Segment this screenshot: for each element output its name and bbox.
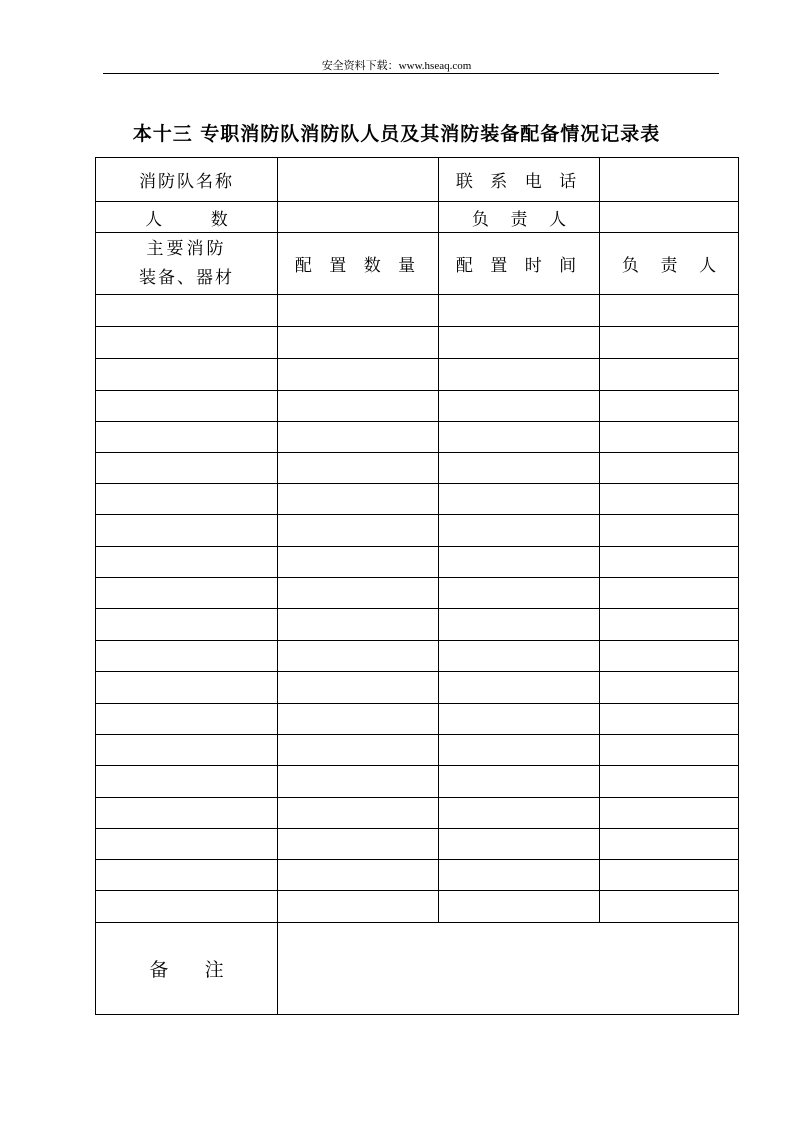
table-cell[interactable] xyxy=(600,829,739,860)
equipment-header xyxy=(96,233,278,295)
table-cell[interactable] xyxy=(278,295,439,327)
remarks-label: 备 注 xyxy=(96,923,278,1015)
table-cell[interactable] xyxy=(96,453,278,484)
time-header: 配 置 时 间 xyxy=(439,233,600,295)
table-cell[interactable] xyxy=(600,547,739,578)
table-cell[interactable] xyxy=(278,327,439,359)
team-name-cell[interactable] xyxy=(278,158,439,202)
table-row xyxy=(96,391,739,422)
table-cell[interactable] xyxy=(600,391,739,422)
table-row xyxy=(96,735,739,766)
table-cell[interactable] xyxy=(600,798,739,829)
table-cell[interactable] xyxy=(439,609,600,641)
table-row xyxy=(96,641,739,672)
table-cell[interactable] xyxy=(439,484,600,515)
table-cell[interactable] xyxy=(96,359,278,391)
table-cell[interactable] xyxy=(96,609,278,641)
table-cell[interactable] xyxy=(278,547,439,578)
table-cell[interactable] xyxy=(439,860,600,891)
table-cell[interactable] xyxy=(96,735,278,766)
table-row xyxy=(96,484,739,515)
person-in-charge-cell[interactable] xyxy=(600,202,739,233)
table-cell[interactable] xyxy=(439,453,600,484)
table-cell[interactable] xyxy=(600,860,739,891)
table-cell[interactable] xyxy=(439,704,600,735)
table-cell[interactable] xyxy=(96,327,278,359)
table-cell[interactable] xyxy=(96,641,278,672)
table-row xyxy=(96,422,739,453)
table-cell[interactable] xyxy=(278,735,439,766)
table-cell[interactable] xyxy=(278,766,439,798)
table-cell[interactable] xyxy=(278,609,439,641)
table-cell[interactable] xyxy=(439,515,600,547)
table-cell[interactable] xyxy=(439,359,600,391)
table-cell[interactable] xyxy=(439,672,600,704)
table-cell[interactable] xyxy=(439,547,600,578)
remarks-cell[interactable] xyxy=(278,923,739,1015)
table-cell[interactable] xyxy=(600,453,739,484)
table-cell[interactable] xyxy=(439,578,600,609)
table-cell[interactable] xyxy=(278,359,439,391)
table-row xyxy=(96,672,739,704)
table-cell[interactable] xyxy=(600,578,739,609)
table-cell[interactable] xyxy=(96,704,278,735)
table-cell[interactable] xyxy=(96,547,278,578)
table-cell[interactable] xyxy=(439,891,600,923)
table-cell[interactable] xyxy=(278,391,439,422)
phone-cell[interactable] xyxy=(600,158,739,202)
document-title: 本十三 专职消防队消防队人员及其消防装备配备情况记录表 xyxy=(132,123,661,145)
table-row xyxy=(96,798,739,829)
table-row xyxy=(96,295,739,327)
table-cell[interactable] xyxy=(278,704,439,735)
table-cell[interactable] xyxy=(439,829,600,860)
table-cell[interactable] xyxy=(439,327,600,359)
table-cell[interactable] xyxy=(278,829,439,860)
table-row xyxy=(96,453,739,484)
table-cell[interactable] xyxy=(96,515,278,547)
remarks-row xyxy=(96,923,739,1015)
table-cell[interactable] xyxy=(600,891,739,923)
table-cell[interactable] xyxy=(600,515,739,547)
table-cell[interactable] xyxy=(600,327,739,359)
headcount-label: 人 数 xyxy=(96,202,278,233)
table-cell[interactable] xyxy=(96,422,278,453)
table-row xyxy=(96,766,739,798)
header-rule xyxy=(103,73,719,74)
table-cell[interactable] xyxy=(96,829,278,860)
column-header-row xyxy=(96,233,739,295)
table-cell[interactable] xyxy=(96,766,278,798)
table-cell[interactable] xyxy=(278,860,439,891)
table-row xyxy=(96,578,739,609)
team-count-row xyxy=(96,202,739,233)
table-cell[interactable] xyxy=(600,609,739,641)
table-row xyxy=(96,547,739,578)
team-name-label: 消防队名称 xyxy=(96,158,278,202)
table-cell[interactable] xyxy=(439,422,600,453)
table-row xyxy=(96,829,739,860)
table-row xyxy=(96,609,739,641)
headcount-cell[interactable] xyxy=(278,202,439,233)
table-cell[interactable] xyxy=(600,484,739,515)
table-cell[interactable] xyxy=(600,295,739,327)
page-header: 安全资料下载：www.hseaq.com xyxy=(321,60,472,72)
table-cell[interactable] xyxy=(439,295,600,327)
quantity-header: 配 置 数 量 xyxy=(278,233,439,295)
table-cell[interactable] xyxy=(96,295,278,327)
table-cell[interactable] xyxy=(439,641,600,672)
team-info-row xyxy=(96,158,739,202)
table-row xyxy=(96,515,739,547)
table-cell[interactable] xyxy=(96,798,278,829)
table-row xyxy=(96,327,739,359)
table-row xyxy=(96,860,739,891)
table-cell[interactable] xyxy=(439,735,600,766)
person-in-charge-label: 负 责 人 xyxy=(439,202,600,233)
equipment-header-line2: 装备、器材 xyxy=(139,267,234,288)
table-row xyxy=(96,359,739,391)
table-cell[interactable] xyxy=(278,453,439,484)
table-cell[interactable] xyxy=(278,578,439,609)
table-cell[interactable] xyxy=(439,798,600,829)
responsible-header: 负 责 人 xyxy=(600,233,739,295)
table-cell[interactable] xyxy=(96,891,278,923)
table-cell[interactable] xyxy=(600,766,739,798)
table-cell[interactable] xyxy=(96,484,278,515)
table-cell[interactable] xyxy=(600,704,739,735)
table-cell[interactable] xyxy=(278,891,439,923)
table-cell[interactable] xyxy=(96,860,278,891)
table-cell[interactable] xyxy=(96,578,278,609)
record-table xyxy=(95,157,739,1015)
table-row xyxy=(96,891,739,923)
table-cell[interactable] xyxy=(600,735,739,766)
table-cell[interactable] xyxy=(278,484,439,515)
table-cell[interactable] xyxy=(278,422,439,453)
table-cell[interactable] xyxy=(439,391,600,422)
table-cell[interactable] xyxy=(278,672,439,704)
table-cell[interactable] xyxy=(278,641,439,672)
table-cell[interactable] xyxy=(278,798,439,829)
table-cell[interactable] xyxy=(600,422,739,453)
table-cell[interactable] xyxy=(439,766,600,798)
table-cell[interactable] xyxy=(600,359,739,391)
phone-label: 联 系 电 话 xyxy=(439,158,600,202)
table-row xyxy=(96,704,739,735)
table-cell[interactable] xyxy=(600,672,739,704)
table-cell[interactable] xyxy=(96,391,278,422)
table-cell[interactable] xyxy=(600,641,739,672)
table-cell[interactable] xyxy=(96,672,278,704)
table-cell[interactable] xyxy=(278,515,439,547)
equipment-header-line1: 主要消防 xyxy=(146,238,227,259)
